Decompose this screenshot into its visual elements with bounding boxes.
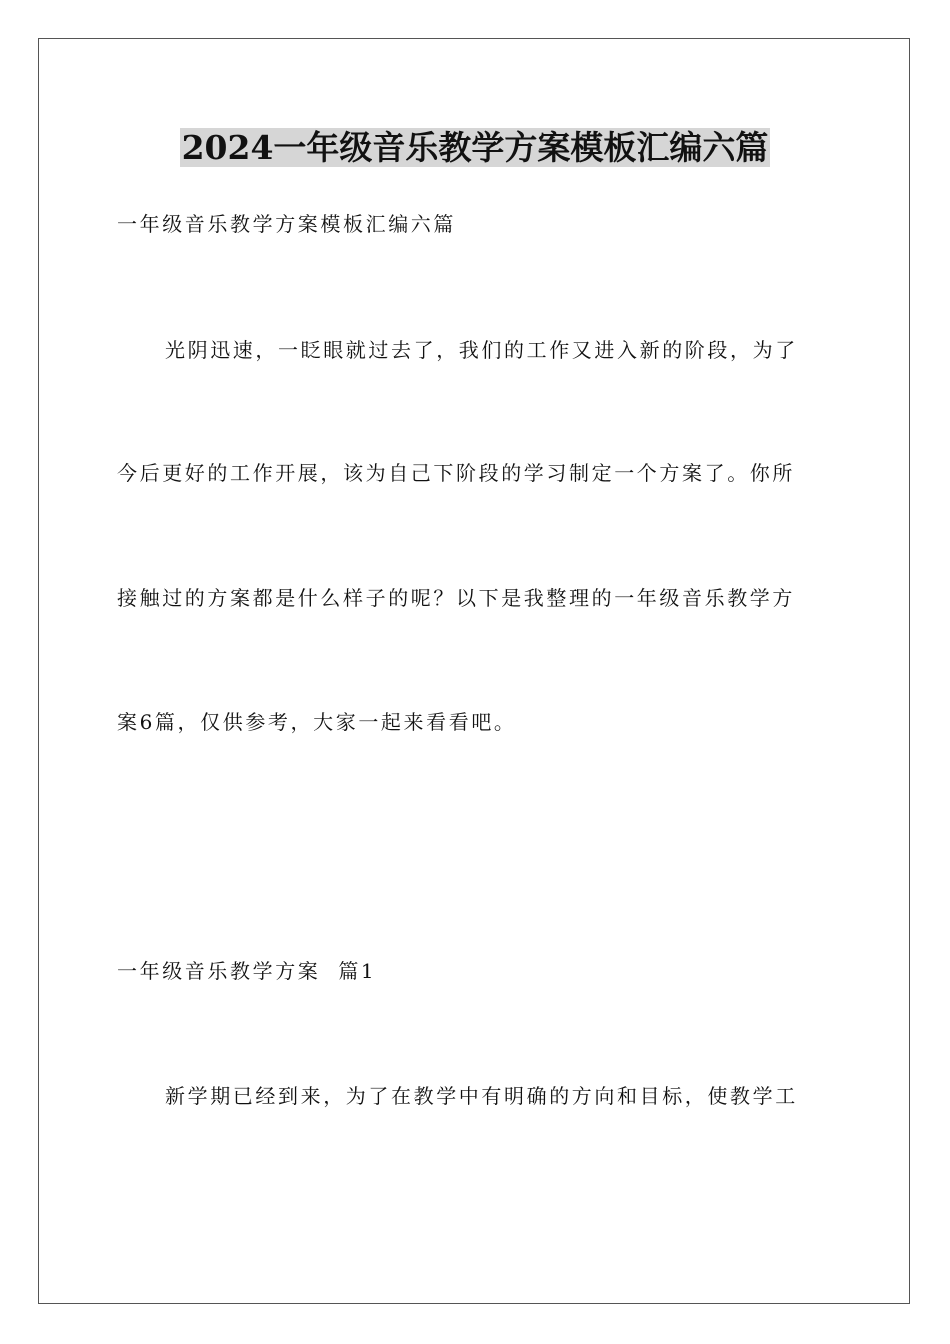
intro-line-1: 光阴迅速，一眨眼就过去了，我们的工作又进入新的阶段，为了	[165, 338, 798, 362]
document-subtitle: 一年级音乐教学方案模板汇编六篇	[117, 212, 456, 236]
intro-line-2: 今后更好的工作开展，该为自己下阶段的学习制定一个方案了。你所	[117, 461, 795, 485]
document-title-text: 2024一年级音乐教学方案模板汇编六篇	[181, 128, 769, 167]
document-title	[0, 126, 950, 170]
section-heading: 一年级音乐教学方案 篇1	[117, 959, 377, 983]
section-line-1: 新学期已经到来，为了在教学中有明确的方向和目标，使教学工	[165, 1084, 798, 1108]
intro-line-3: 接触过的方案都是什么样子的呢？以下是我整理的一年级音乐教学方	[117, 586, 795, 610]
intro-line-4: 案6篇，仅供参考，大家一起来看看吧。	[117, 710, 517, 734]
